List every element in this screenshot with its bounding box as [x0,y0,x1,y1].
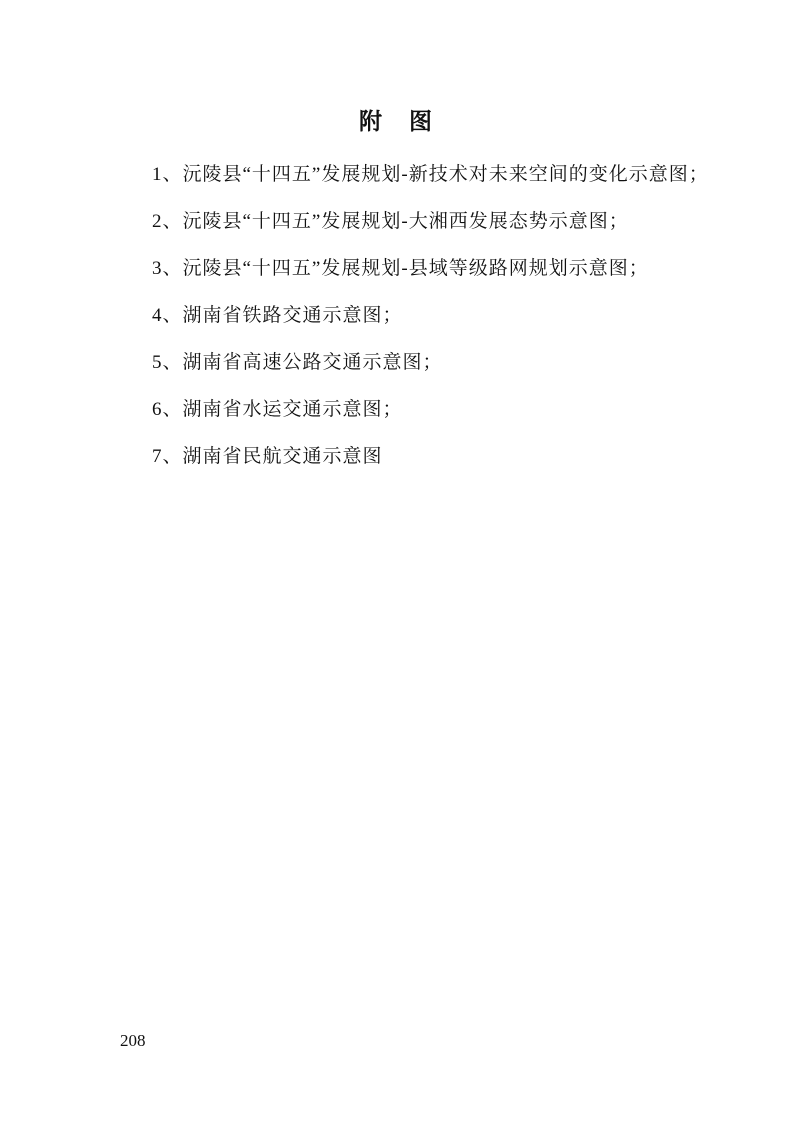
list-item: 1、沅陵县“十四五”发展规划-新技术对未来空间的变化示意图； [152,164,709,185]
list-item: 2、沅陵县“十四五”发展规划-大湘西发展态势示意图； [152,211,629,232]
list-item: 7、湖南省民航交通示意图 [152,446,383,467]
list-item: 6、湖南省水运交通示意图； [152,399,403,420]
list-item: 5、湖南省高速公路交通示意图； [152,352,443,373]
page-title: 附 图 [359,109,434,134]
page-number: 208 [120,1031,146,1050]
figure-list [152,164,709,494]
list-item: 3、沅陵县“十四五”发展规划-县域等级路网规划示意图； [152,258,649,279]
list-item: 4、湖南省铁路交通示意图； [152,305,403,326]
